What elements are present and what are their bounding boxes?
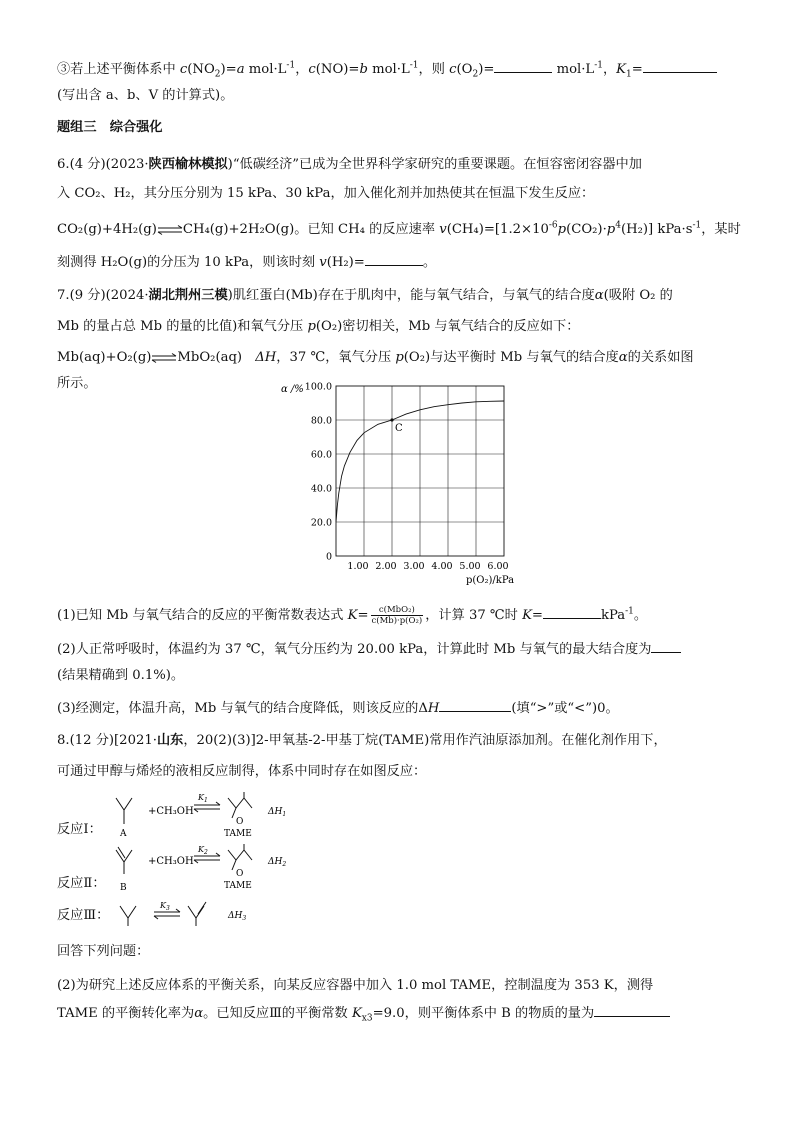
x-tick-label: 3.00 [403,561,425,572]
answer-blank[interactable] [643,58,717,73]
question-7-part-2-line-2: (结果精确到 0.1%)。 [57,668,185,683]
question-8-part-2-line-2: TAME 的平衡转化率为α。已知反应Ⅲ的平衡常数 $K_{x3}=9.0$，则平衡体系中 B 的物质的量为 [57,1002,670,1024]
answer-blank[interactable] [594,1002,670,1017]
question-5-line-1: ③若上述平衡体系中 $c(NO_2)=a$ $mol\cdot L^{-1}$，c(NO)=b $mol\cdot L^{-1}$，则 $c(O_2)= mol\cdot L^{-1}$，$K_1=$ [57,58,717,80]
question-6-line-4: 刻测得 H₂O(g)的分压为 10 kPa，则该时刻 v(H₂)= 。 [57,251,436,273]
question-7-line-3: Mb(aq)+O₂(g) MbO₂(aq) ΔH，37 ℃，氧气分压 p(O₂)与达平衡时 Mb 与氧气的结合度α的关系如图 [57,350,694,365]
answer-blank[interactable] [651,638,681,653]
delta-h1-label: $\Delta H_1$ [268,807,287,818]
question-7-line-2: Mb 的量占总 Mb 的量的比值)和氧气分压 p(O₂)密切相关，Mb 与氧气结合的反应如下： [57,319,580,334]
answer-blank[interactable] [543,604,601,619]
reaction-1-scheme [112,788,302,840]
answer-blank[interactable] [439,697,511,712]
chart-grid [336,386,504,556]
question-6-line-1: 6.(4 分)(2023·陕西榆林模拟)“低碳经济”已成为全世界科学家研究的重要课题。在恒容密闭容器中加 [57,157,642,172]
y-tick-label: 0 [325,551,332,563]
x-tick-label: 4.00 [431,561,453,572]
y-tick-labels [305,382,332,563]
question-7-part-1: (1)已知 Mb 与氧气结合的反应的平衡常数表达式 K= $\frac{\text{c(MbO₂)}}{\text{c(Mb)·p(O₂)}}$ ，计算 37 ℃时 K= kPa$^{-1}$。 [57,605,648,626]
y-tick-label: 60.0 [310,449,332,461]
section-title: 题组三 综合强化 [57,120,163,135]
y-tick-label: 40.0 [310,483,332,495]
question-7-part-3: (3)经测定，体温升高，Mb 与氧气的结合度降低，则该反应的ΔH (填“>”或“<”)0。 [57,697,619,719]
tame-label: TAME [224,881,252,891]
k2-label: $K_2$ [198,845,208,856]
x-axis-label: p(O₂)/kPa [466,575,515,586]
point-c-marker [390,418,393,421]
methanol-label: +CH₃OH [148,856,194,867]
tame-label: TAME [224,829,252,839]
alkene-a-structure [116,798,132,810]
oxygen-label: O [236,869,244,879]
y-axis-label: α /% [281,384,304,395]
delta-h2-label: $\Delta H_2$ [268,857,287,868]
compound-a-label: A [120,829,127,839]
question-8-part-2-line-1: (2)为研究上述反应体系的平衡关系，向某反应容器中加入 1.0 mol TAME，控制温度为 353 K，测得 [57,978,654,993]
x-tick-label: 6.00 [487,561,509,572]
equilibrium-arrow-icon [151,353,177,363]
y-tick-label: 20.0 [310,517,332,529]
equilibrium-arrow-icon [157,225,183,235]
answer-prompt: 回答下列问题： [57,944,150,959]
compound-b-label: B [120,883,127,893]
k1-label: $K_1$ [198,793,208,804]
k3-label: $K_3$ [160,901,170,912]
k-expression-fraction: $\frac{\text{c(MbO₂)}}{\text{c(Mb)·p(O₂)}}$ [371,605,423,626]
y-tick-label: 80.0 [310,415,332,427]
oxygen-binding-chart [270,380,530,595]
alkene-a-structure [120,906,136,918]
tame-structure [228,850,252,860]
tame-structure [228,798,252,808]
x-tick-labels [347,561,508,572]
question-8-line-1: 8.(12 分)[2021·山东，20(2)(3)]2-甲氧基-2-甲基丁烷(TAME)常用作汽油原添加剂。在催化剂作用下， [57,733,667,748]
methanol-label: +CH₃OH [148,806,194,817]
reaction-2-scheme [112,842,302,894]
question-8-line-2: 可通过甲醇与烯烃的液相反应制得，体系中同时存在如图反应： [57,764,427,779]
delta-h3-label: $\Delta H_3$ [228,911,247,922]
question-6-line-3: CO₂(g)+4H₂(g) CH₄(g)+2H₂O(g)。已知 CH₄ 的反应速率 $v(CH_4)=[1.2\times 10^{-6}p(CO_2)\cdot p^4(H_2)]$ $kPa\cdot s^{-1}$，某时 [57,220,741,237]
y-tick-label: 100.0 [304,381,332,393]
reaction-1-label: 反应Ⅰ： [57,822,102,837]
oxygen-label: O [236,817,244,827]
answer-blank[interactable] [494,58,552,73]
reaction-3-label: 反应Ⅲ： [57,908,110,923]
point-c-label: C [395,423,403,434]
question-5-line-2: (写出含 a、b、V 的计算式)。 [57,88,234,103]
question-6-line-2: 入 CO₂、H₂，其分压分别为 15 kPa、30 kPa，加入催化剂并加热使其在恒温下发生反应： [57,186,595,201]
question-7-line-1: 7.(9 分)(2024·湖北荆州三模)肌红蛋白(Mb)存在于肌肉中，能与氧气结合，与氧气的结合度α(吸附 O₂ 的 [57,288,673,303]
reaction-2-label: 反应Ⅱ： [57,876,106,891]
x-tick-label: 2.00 [375,561,397,572]
x-tick-label: 1.00 [347,561,369,572]
answer-blank[interactable] [365,251,423,266]
question-7-line-4: 所示。 [57,376,97,391]
reaction-3-scheme [116,898,266,928]
x-tick-label: 5.00 [459,561,481,572]
question-7-part-2-line-1: (2)人正常呼吸时，体温约为 37 ℃，氧气分压约为 20.00 kPa，计算此时 Mb 与氧气的最大结合度为 [57,638,681,660]
